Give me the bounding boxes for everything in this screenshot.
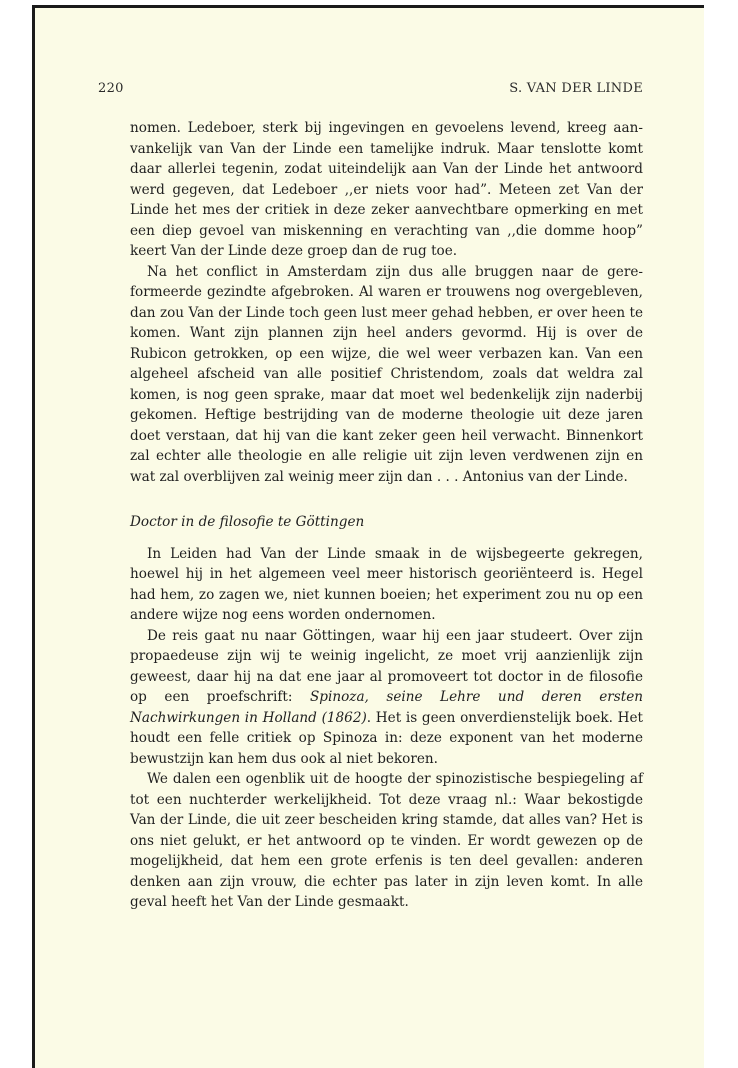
paragraph-text: . Het is geen onverdienstelijk boek. Het houdt een felle critiek op Spinoza in: deze exponent van het moderne bewustzijn kan hem dus ook al niet bekoren. [130, 709, 643, 767]
body-text [130, 118, 643, 913]
paragraph [130, 626, 643, 770]
running-title: S. VAN DER LINDE [509, 81, 643, 96]
paragraph-text: De reis gaat nu naar Göttingen, waar hij een jaar studeert. Over zijn propaedeuse zijn wij te weinig ingelicht, ze moet vrij aanzienlijk zijn geweest, daar hij na dat ene jaar al promoveert tot doctor in de filosofie op een proefschrift: [130, 627, 643, 705]
section-heading: Doctor in de filosofie te Göttingen [130, 514, 365, 530]
page-number: 220 [98, 81, 124, 96]
book-title: Spinoza, seine Lehre und deren ersten Nachwirkungen in Holland (1862) [130, 689, 643, 726]
paragraph: Na het conflict in Amsterdam zijn dus alle bruggen naar de gereformeerde gezindte afgebroken. Al waren er trouwens nog overgebleven, dan zou Van der Linde toch geen lust meer gehad hebben, er over heen te komen. Want zijn plannen zijn heel anders gevormd. Hij is over de Rubicon getrokken, op een wijze, die wel weer verbazen kan. Van een algeheel afscheid van alle positief Christendom, zoals dat weldra zal komen, is nog geen sprake, maar dat moet wel bedenkelijk zijn naderbij gekomen. Heftige bestrijding van de moderne theologie uit deze jaren doet verstaan, dat hij van die kant zeker geen heil verwacht. Binnenkort zal echter alle theologie en alle religie uit zijn leven verdwenen zijn en wat zal overblijven zal weinig meer zijn dan . . . Antonius van der Linde. [130, 263, 643, 485]
paragraph: We dalen een ogenblik uit de hoogte der spinozistische bespiegeling af tot een nuchterder werkelijkheid. Tot deze vraag nl.: Waar bekostigde Van der Linde, die uit zeer bescheiden kring stamde, dat alles van? Het is ons niet gelukt, er het antwoord op te vinden. Er wordt gewezen op de mogelijkheid, dat hem een grote erfenis is ten deel gevallen: anderen denken aan zijn vrouw, die echter pas later in zijn leven komt. In alle geval heeft het Van der Linde gesmaakt. [130, 771, 643, 910]
paragraph: In Leiden had Van der Linde smaak in de wijsbegeerte gekregen, hoewel hij in het algemeen veel meer historisch georiënteerd is. Hegel had hem, zo zagen we, niet kunnen boeien; het experiment zou nu op een andere wijze nog eens worden ondernomen. [130, 545, 643, 623]
paragraph: nomen. Ledeboer, sterk bij ingevingen en gevoelens levend, kreeg aanvankelijk van Van der Linde een tamelijke indruk. Maar tenslotte komt daar allerlei tegenin, zodat uiteindelijk aan Van der Linde het antwoord werd gegeven, dat Ledeboer ,,er niets voor had”. Meteen zet Van der Linde het mes der critiek in deze zeker aanvechtbare opmerking en met een diep gevoel van miskenning en verachting van ,,die domme hoop” keert Van der Linde deze groep dan de rug toe. [130, 120, 643, 259]
